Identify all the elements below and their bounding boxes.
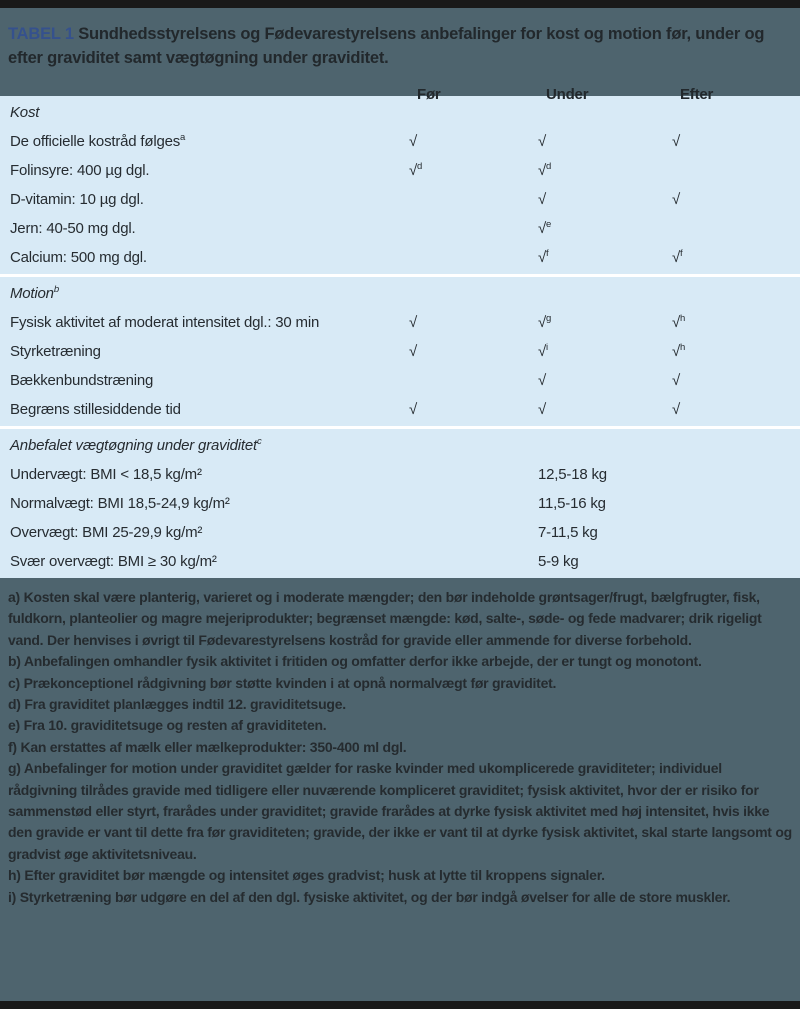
checkmark: √$^d$ bbox=[538, 161, 552, 179]
footnote: d) Fra graviditet planlægges indtil 12. graviditetsuge. bbox=[8, 696, 346, 713]
footnote: e) Fra 10. graviditetsuge og resten af graviditeten. bbox=[8, 717, 327, 734]
table-section bbox=[0, 274, 800, 426]
checkmark: √$^h$ bbox=[672, 313, 686, 331]
bottom-frame-bar bbox=[0, 1001, 800, 1009]
checkmark-sup: g bbox=[546, 313, 552, 324]
checkmark-sup: d bbox=[546, 161, 552, 172]
row-label: De officielle kostråd følges$^a$ bbox=[10, 132, 186, 150]
table-number-label: TABEL 1 bbox=[8, 25, 74, 43]
weight-row-value: 11,5-16 kg bbox=[538, 495, 606, 512]
table-row bbox=[0, 127, 800, 156]
checkmark: √$^f$ bbox=[538, 248, 549, 266]
checkmark-sup: e bbox=[546, 219, 552, 230]
checkmark: √ bbox=[538, 133, 547, 150]
row-label: D-vitamin: 10 µg dgl. bbox=[10, 191, 144, 208]
weight-row bbox=[0, 489, 800, 518]
column-header-under: Under bbox=[546, 86, 589, 103]
footnote: a) Kosten skal være planterig, varieret og i moderate mængder; den bør indeholde grøntsager/frugt, bælgfrugter, fisk, fuldkorn, planteolier og magre mejeriprodukter; begrænset mængde: kød, salte-, søde- og fede madvarer; drik rigeligt vand. Der henvises i øvrigt til Fødevarestyrelsens kostråd for gravide eller ammende for diverse forbehold. bbox=[8, 589, 762, 648]
top-frame-bar bbox=[0, 0, 800, 8]
section-header-label: Kost bbox=[10, 104, 40, 121]
footnote: f) Kan erstattes af mælk eller mælkeprodukter: 350-400 ml dgl. bbox=[8, 738, 407, 755]
table-row bbox=[0, 395, 800, 424]
row-label: Folinsyre: 400 µg dgl. bbox=[10, 162, 150, 179]
column-header-efter: Efter bbox=[680, 86, 714, 103]
checkmark-sup: h bbox=[680, 313, 686, 324]
table-body bbox=[0, 96, 800, 578]
checkmark: √ bbox=[538, 191, 547, 208]
checkmark-sup: d bbox=[417, 161, 423, 172]
checkmark: √ bbox=[409, 314, 418, 331]
row-label: Bækkenbundstræning bbox=[10, 372, 154, 389]
table-row bbox=[0, 156, 800, 185]
checkmark: √$^f$ bbox=[672, 248, 683, 266]
checkmark: √ bbox=[409, 401, 418, 418]
checkmark-sup: i bbox=[546, 342, 548, 353]
checkmark: √$^h$ bbox=[672, 342, 686, 360]
weight-row-value: 7-11,5 kg bbox=[538, 524, 598, 541]
checkmark-sup: f bbox=[680, 248, 683, 259]
row-label: Calcium: 500 mg dgl. bbox=[10, 249, 147, 266]
checkmark: √ bbox=[538, 401, 547, 418]
checkmark: √ bbox=[409, 133, 418, 150]
row-label: Jern: 40-50 mg dgl. bbox=[10, 220, 136, 237]
row-label-sup: a bbox=[180, 132, 186, 143]
footnotes bbox=[0, 578, 800, 908]
section-header-sup: c bbox=[256, 436, 262, 447]
weight-row-label: Normalvægt: BMI 18,5-24,9 kg/m² bbox=[10, 495, 230, 512]
section-header bbox=[0, 431, 800, 460]
weight-row bbox=[0, 547, 800, 576]
weight-row-label: Overvægt: BMI 25-29,9 kg/m² bbox=[10, 524, 203, 541]
column-header-spacer bbox=[18, 86, 417, 103]
checkmark: √ bbox=[538, 372, 547, 389]
section-header-label: Motion$^b$ bbox=[10, 284, 59, 302]
row-label: Fysisk aktivitet af moderat intensitet dgl.: 30 min bbox=[10, 314, 320, 331]
checkmark: √ bbox=[672, 401, 681, 418]
checkmark: √ bbox=[409, 343, 418, 360]
column-headers bbox=[8, 70, 790, 103]
checkmark-sup: f bbox=[546, 248, 549, 259]
checkmark: √ bbox=[672, 372, 681, 389]
table-row bbox=[0, 337, 800, 366]
checkmark: √$^g$ bbox=[538, 313, 552, 331]
checkmark: √$^d$ bbox=[409, 161, 423, 179]
checkmark-sup: h bbox=[680, 342, 686, 353]
checkmark: √ bbox=[672, 191, 681, 208]
checkmark: √ bbox=[672, 133, 681, 150]
section-header bbox=[0, 279, 800, 308]
section-header-sup: b bbox=[53, 284, 59, 295]
table-row bbox=[0, 308, 800, 337]
footnote: h) Efter graviditet bør mængde og intensitet øges gradvist; husk at lytte til kroppens signaler. bbox=[8, 867, 605, 884]
weight-row-value: 5-9 kg bbox=[538, 553, 579, 570]
footnote: b) Anbefalingen omhandler fysik aktivitet i fritiden og omfatter derfor ikke arbejde, der er tungt og monotont. bbox=[8, 653, 702, 670]
table-header bbox=[0, 8, 800, 103]
table-title-text: Sundhedsstyrelsens og Fødevarestyrelsens anbefalinger for kost og motion før, under og efter graviditet samt vægtøgning under graviditet. bbox=[8, 25, 765, 67]
footnote: i) Styrketræning bør udgøre en del af den dgl. fysiske aktivitet, og der bør indgå øvelser for alle de store muskler. bbox=[8, 888, 731, 905]
footnote: g) Anbefalinger for motion under graviditet gælder for raske kvinder med ukomplicerede graviditeter; individuel rådgivning tilrådes gravide med tidligere eller nuværende kompliceret graviditet; fysisk aktivitet, hvor der er risiko for sammenstød eller styrt, frarådes under graviditet; gravide frarådes at dyrke fysisk aktivitet med høj intensitet, hvis ikke den gravide er vant til dette fra før graviditeten; gravide, der ikke er vant til at dyrke fysisk aktivitet, skal starte langsomt og gradvist øge aktivitetsniveau. bbox=[8, 760, 792, 862]
table-row bbox=[0, 185, 800, 214]
row-label: Styrketræning bbox=[10, 343, 101, 360]
section-header-label: Anbefalet vægtøgning under graviditet$^c$ bbox=[10, 436, 262, 454]
table-section bbox=[0, 96, 800, 274]
table-row bbox=[0, 243, 800, 272]
weight-row bbox=[0, 518, 800, 547]
row-label: Begræns stillesiddende tid bbox=[10, 401, 181, 418]
weight-row bbox=[0, 460, 800, 489]
checkmark: √$^i$ bbox=[538, 342, 548, 360]
footnote: c) Prækonceptionel rådgivning bør støtte kvinden i at opnå normalvægt før graviditet. bbox=[8, 674, 557, 691]
table-row bbox=[0, 366, 800, 395]
table-section bbox=[0, 426, 800, 578]
weight-row-value: 12,5-18 kg bbox=[538, 466, 607, 483]
column-header-foer: Før bbox=[417, 86, 441, 103]
table-title bbox=[8, 22, 790, 70]
table-row bbox=[0, 214, 800, 243]
weight-row-label: Svær overvægt: BMI ≥ 30 kg/m² bbox=[10, 553, 217, 570]
weight-row-label: Undervægt: BMI < 18,5 kg/m² bbox=[10, 466, 202, 483]
checkmark: √$^e$ bbox=[538, 219, 552, 237]
